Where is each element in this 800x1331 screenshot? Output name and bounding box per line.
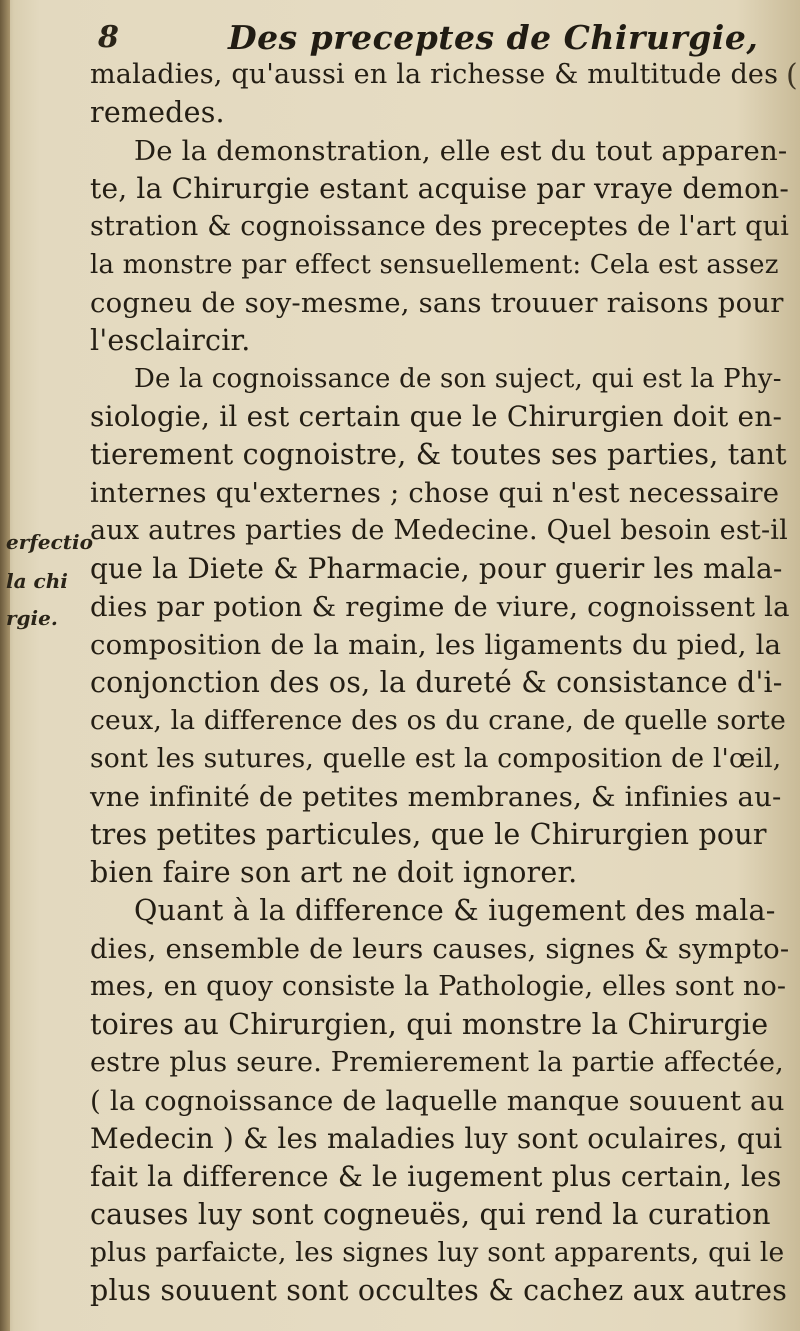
margin-bracket-mark: (: [786, 58, 798, 93]
text-line: l'esclaircir.: [90, 324, 251, 357]
text-line: siologie, il est certain que le Chirurgien doit en-: [90, 400, 783, 433]
text-line: maladies, qu'aussi en la richesse & multitude des: [90, 59, 779, 90]
margin-note: la chi: [6, 569, 68, 593]
text-line: toires au Chirurgien, qui monstre la Chirurgie: [90, 1008, 769, 1041]
text-line: dies, ensemble de leurs causes, signes & sympto-: [90, 933, 790, 965]
text-line: Medecin ) & les maladies luy sont oculaires, qui: [90, 1122, 783, 1155]
text-line: stration & cognoissance des preceptes de l'art qui: [90, 211, 790, 242]
text-line: dies par potion & regime de viure, cognoissent la: [90, 591, 790, 623]
text-line: plus parfaicte, les signes luy sont apparents, qui le: [90, 1237, 785, 1268]
text-line: ( la cognoissance de laquelle manque souuent au: [90, 1085, 785, 1117]
text-line: sont les sutures, quelle est la composition de l'œil,: [90, 743, 782, 774]
text-line: te, la Chirurgie estant acquise par vraye demon-: [90, 172, 790, 205]
margin-note: rgie.: [6, 606, 58, 630]
text-line: plus souuent sont occultes & cachez aux autres: [90, 1274, 788, 1307]
text-line: De la cognoissance de son suject, qui est la Phy-: [134, 364, 782, 394]
text-line: fait la difference & le iugement plus certain, les: [90, 1160, 782, 1193]
text-line: ceux, la difference des os du crane, de quelle sorte: [90, 705, 786, 736]
text-line: mes, en quoy consiste la Pathologie, elles sont no-: [90, 971, 787, 1002]
text-line: internes qu'externes ; chose qui n'est necessaire: [90, 477, 780, 509]
text-line: tierement cognoistre, & toutes ses parties, tant: [90, 438, 787, 471]
text-line: que la Diete & Pharmacie, pour guerir les mala-: [90, 552, 783, 585]
text-line: De la demonstration, elle est du tout apparen-: [134, 135, 788, 167]
text-line: la monstre par effect sensuellement: Cela est assez: [90, 250, 779, 280]
text-line: conjonction des os, la dureté & consistance d'i-: [90, 666, 783, 699]
text-line: estre plus seure. Premierement la partie affectée,: [90, 1047, 784, 1078]
margin-note: erfectio: [6, 530, 93, 554]
text-line: Quant à la difference & iugement des mala-: [134, 894, 776, 927]
text-line: vne infinité de petites membranes, & infinies au-: [90, 781, 782, 813]
text-line: causes luy sont cogneuës, qui rend la curation: [90, 1198, 771, 1231]
page-number: 8: [98, 20, 119, 55]
text-line: aux autres parties de Medecine. Quel besoin est-il: [90, 515, 788, 546]
text-line: tres petites particules, que le Chirurgien pour: [90, 818, 767, 851]
text-line: cogneu de soy-mesme, sans trouuer raisons pour: [90, 287, 784, 319]
running-head: Des preceptes de Chirurgie,: [228, 18, 759, 57]
text-line: remedes.: [90, 96, 225, 129]
text-line: bien faire son art ne doit ignorer.: [90, 856, 578, 889]
text-line: composition de la main, les ligaments du pied, la: [90, 629, 782, 661]
